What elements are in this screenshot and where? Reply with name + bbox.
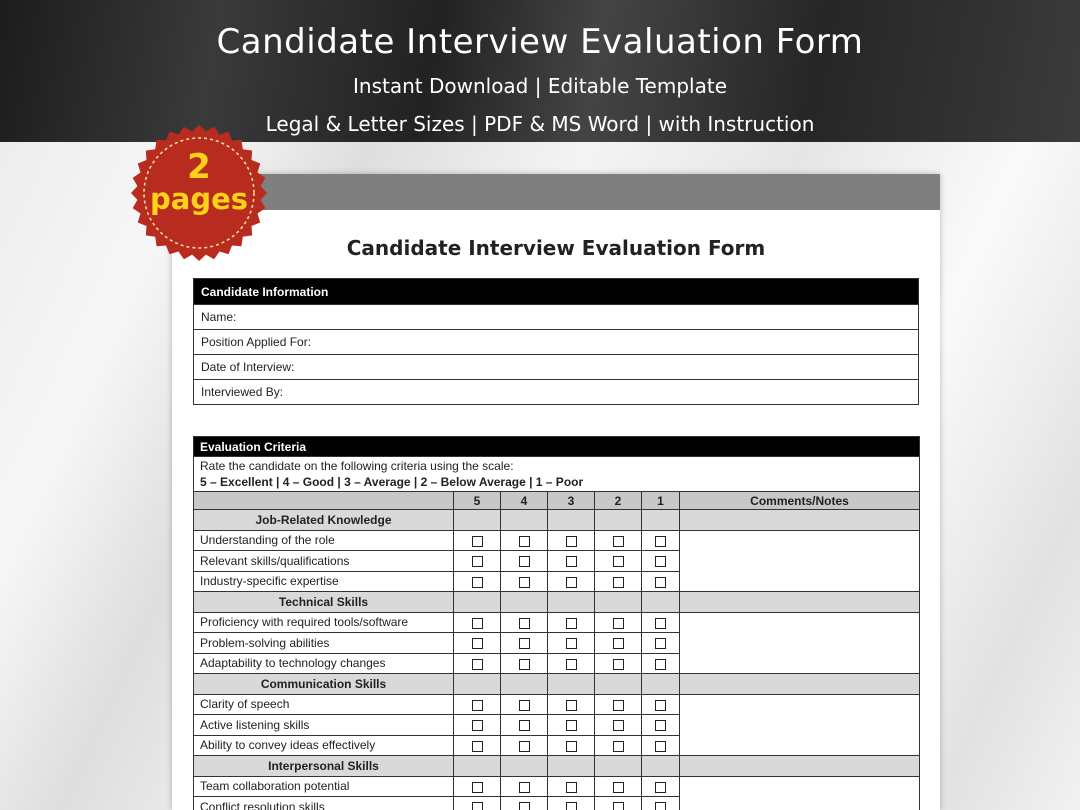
rating-checkbox[interactable] [655, 577, 666, 588]
rating-cell [595, 694, 642, 715]
rating-checkbox[interactable] [613, 700, 624, 711]
section-cell [548, 674, 595, 695]
rating-cell [454, 653, 501, 674]
criteria-label: Relevant skills/qualifications [194, 551, 454, 572]
document-title: Candidate Interview Evaluation Form [346, 236, 766, 260]
rating-cell [642, 633, 680, 654]
rating-cell [595, 612, 642, 633]
rating-checkbox[interactable] [472, 556, 483, 567]
rating-cell [642, 653, 680, 674]
column-4: 4 [501, 492, 548, 510]
section-cell [642, 674, 680, 695]
section-cell [501, 510, 548, 531]
evaluation-header: Evaluation Criteria [194, 437, 920, 457]
section-cell [680, 756, 920, 777]
rating-checkbox[interactable] [655, 782, 666, 793]
rating-cell [595, 653, 642, 674]
rating-checkbox[interactable] [519, 638, 530, 649]
rating-cell [642, 571, 680, 592]
section-row [194, 510, 920, 531]
pages-badge [130, 124, 268, 262]
comments-cell[interactable] [680, 612, 920, 674]
document-preview [172, 174, 940, 810]
comments-cell[interactable] [680, 694, 920, 756]
rating-checkbox[interactable] [566, 638, 577, 649]
comments-cell[interactable] [680, 776, 920, 810]
column-1: 1 [642, 492, 680, 510]
banner-title: Candidate Interview Evaluation Form [216, 22, 864, 62]
rating-cell [642, 715, 680, 736]
rating-cell [595, 551, 642, 572]
rating-cell [548, 612, 595, 633]
rating-cell [595, 633, 642, 654]
section-cell [501, 674, 548, 695]
section-name: Technical Skills [194, 592, 454, 613]
rating-cell [501, 694, 548, 715]
section-cell [642, 510, 680, 531]
evaluation-table [193, 436, 920, 810]
rating-checkbox[interactable] [613, 618, 624, 629]
rating-checkbox[interactable] [519, 782, 530, 793]
rating-checkbox[interactable] [655, 659, 666, 670]
criteria-label: Active listening skills [194, 715, 454, 736]
section-row [194, 592, 920, 613]
rating-cell [595, 735, 642, 756]
section-cell [595, 674, 642, 695]
rating-cell [595, 797, 642, 810]
section-cell [454, 510, 501, 531]
criteria-label: Problem-solving abilities [194, 633, 454, 654]
rating-cell [454, 530, 501, 551]
rating-cell [501, 653, 548, 674]
banner-subtitle-formats: Legal & Letter Sizes | PDF & MS Word | with Instruction [265, 112, 815, 136]
rating-checkbox[interactable] [613, 577, 624, 588]
rating-checkbox[interactable] [655, 741, 666, 752]
rating-checkbox[interactable] [472, 659, 483, 670]
rating-cell [642, 530, 680, 551]
column-headers [194, 492, 920, 510]
rating-cell [642, 694, 680, 715]
rating-cell [595, 776, 642, 797]
rating-checkbox[interactable] [566, 618, 577, 629]
rating-checkbox[interactable] [655, 720, 666, 731]
column-2: 2 [595, 492, 642, 510]
rating-cell [454, 797, 501, 810]
section-cell [501, 592, 548, 613]
section-name: Interpersonal Skills [194, 756, 454, 777]
section-cell [680, 510, 920, 531]
rating-cell [548, 776, 595, 797]
rating-cell [548, 571, 595, 592]
section-cell [454, 756, 501, 777]
criteria-row [194, 694, 920, 715]
section-cell [595, 510, 642, 531]
section-cell [642, 756, 680, 777]
section-cell [548, 756, 595, 777]
banner-subtitle-features: Instant Download | Editable Template [353, 74, 727, 98]
rating-cell [454, 633, 501, 654]
rating-scale [194, 457, 920, 492]
rating-checkbox[interactable] [655, 536, 666, 547]
badge-number: 2 [187, 147, 211, 187]
rating-cell [548, 735, 595, 756]
header-banner [0, 0, 1080, 142]
comments-cell[interactable] [680, 530, 920, 592]
criteria-label: Understanding of the role [194, 530, 454, 551]
rating-cell [501, 735, 548, 756]
criteria-row [194, 530, 920, 551]
section-cell [680, 592, 920, 613]
section-row [194, 674, 920, 695]
rating-checkbox[interactable] [519, 659, 530, 670]
rating-cell [548, 551, 595, 572]
section-cell [548, 592, 595, 613]
rating-checkbox[interactable] [566, 659, 577, 670]
field-position: Position Applied For: [194, 330, 919, 355]
rating-checkbox[interactable] [613, 720, 624, 731]
field-interviewer: Interviewed By: [194, 380, 919, 405]
rating-checkbox[interactable] [519, 720, 530, 731]
rating-checkbox[interactable] [566, 577, 577, 588]
rating-checkbox[interactable] [655, 700, 666, 711]
section-cell [680, 674, 920, 695]
rating-checkbox[interactable] [566, 536, 577, 547]
rating-checkbox[interactable] [519, 536, 530, 547]
candidate-info-table [193, 278, 919, 405]
rating-checkbox[interactable] [566, 741, 577, 752]
rating-cell [642, 735, 680, 756]
rating-checkbox[interactable] [655, 638, 666, 649]
rating-checkbox[interactable] [472, 741, 483, 752]
rating-cell [642, 612, 680, 633]
rating-cell [501, 776, 548, 797]
column-5: 5 [454, 492, 501, 510]
document-header-bar [172, 174, 940, 210]
rating-cell [454, 715, 501, 736]
rating-cell [501, 530, 548, 551]
criteria-label: Team collaboration potential [194, 776, 454, 797]
criteria-row [194, 612, 920, 633]
column-comments: Comments/Notes [680, 492, 920, 510]
criteria-label: Proficiency with required tools/software [194, 612, 454, 633]
rating-cell [548, 530, 595, 551]
rating-cell [642, 776, 680, 797]
section-cell [501, 756, 548, 777]
rating-cell [501, 612, 548, 633]
rating-checkbox[interactable] [472, 700, 483, 711]
column-blank [194, 492, 454, 510]
section-cell [595, 756, 642, 777]
rating-cell [548, 694, 595, 715]
criteria-label: Conflict resolution skills [194, 797, 454, 810]
rating-checkbox[interactable] [472, 720, 483, 731]
rating-checkbox[interactable] [519, 700, 530, 711]
rating-cell [548, 797, 595, 810]
rating-checkbox[interactable] [613, 782, 624, 793]
rating-checkbox[interactable] [472, 638, 483, 649]
column-3: 3 [548, 492, 595, 510]
section-cell [454, 674, 501, 695]
rating-cell [548, 653, 595, 674]
rating-checkbox[interactable] [566, 802, 577, 810]
rating-cell [454, 776, 501, 797]
section-cell [454, 592, 501, 613]
section-cell [642, 592, 680, 613]
rating-cell [501, 551, 548, 572]
rating-checkbox[interactable] [566, 782, 577, 793]
rating-checkbox[interactable] [655, 556, 666, 567]
rating-checkbox[interactable] [613, 638, 624, 649]
rating-checkbox[interactable] [566, 720, 577, 731]
field-date: Date of Interview: [194, 355, 919, 380]
rating-cell [595, 571, 642, 592]
section-cell [548, 510, 595, 531]
rating-checkbox[interactable] [613, 659, 624, 670]
rating-checkbox[interactable] [519, 618, 530, 629]
rating-cell [454, 735, 501, 756]
rating-cell [501, 633, 548, 654]
rating-checkbox[interactable] [655, 802, 666, 810]
scale-instruction: Rate the candidate on the following criteria using the scale: [200, 459, 514, 473]
criteria-row [194, 776, 920, 797]
rating-checkbox[interactable] [613, 802, 624, 810]
rating-cell [595, 715, 642, 736]
rating-cell [548, 715, 595, 736]
section-row [194, 756, 920, 777]
rating-cell [501, 797, 548, 810]
rating-checkbox[interactable] [472, 782, 483, 793]
criteria-label: Adaptability to technology changes [194, 653, 454, 674]
rating-checkbox[interactable] [566, 700, 577, 711]
rating-checkbox[interactable] [519, 802, 530, 810]
rating-cell [548, 633, 595, 654]
section-name: Job-Related Knowledge [194, 510, 454, 531]
rating-checkbox[interactable] [655, 618, 666, 629]
criteria-label: Ability to convey ideas effectively [194, 735, 454, 756]
rating-cell [501, 571, 548, 592]
rating-cell [454, 571, 501, 592]
scale-legend: 5 – Excellent | 4 – Good | 3 – Average | 2 – Below Average | 1 – Poor [200, 475, 584, 489]
rating-checkbox[interactable] [613, 741, 624, 752]
rating-checkbox[interactable] [613, 556, 624, 567]
rating-cell [501, 715, 548, 736]
candidate-info-header: Candidate Information [194, 279, 919, 305]
rating-checkbox[interactable] [519, 577, 530, 588]
rating-checkbox[interactable] [472, 577, 483, 588]
rating-cell [642, 797, 680, 810]
rating-checkbox[interactable] [472, 618, 483, 629]
rating-checkbox[interactable] [566, 556, 577, 567]
rating-cell [454, 612, 501, 633]
rating-cell [642, 551, 680, 572]
criteria-label: Industry-specific expertise [194, 571, 454, 592]
field-name: Name: [194, 305, 919, 330]
criteria-label: Clarity of speech [194, 694, 454, 715]
section-name: Communication Skills [194, 674, 454, 695]
rating-cell [595, 530, 642, 551]
rating-checkbox[interactable] [472, 536, 483, 547]
rating-checkbox[interactable] [613, 536, 624, 547]
section-cell [595, 592, 642, 613]
rating-cell [454, 694, 501, 715]
rating-checkbox[interactable] [519, 556, 530, 567]
badge-word: pages [149, 182, 249, 216]
rating-checkbox[interactable] [519, 741, 530, 752]
rating-cell [454, 551, 501, 572]
rating-checkbox[interactable] [472, 802, 483, 810]
